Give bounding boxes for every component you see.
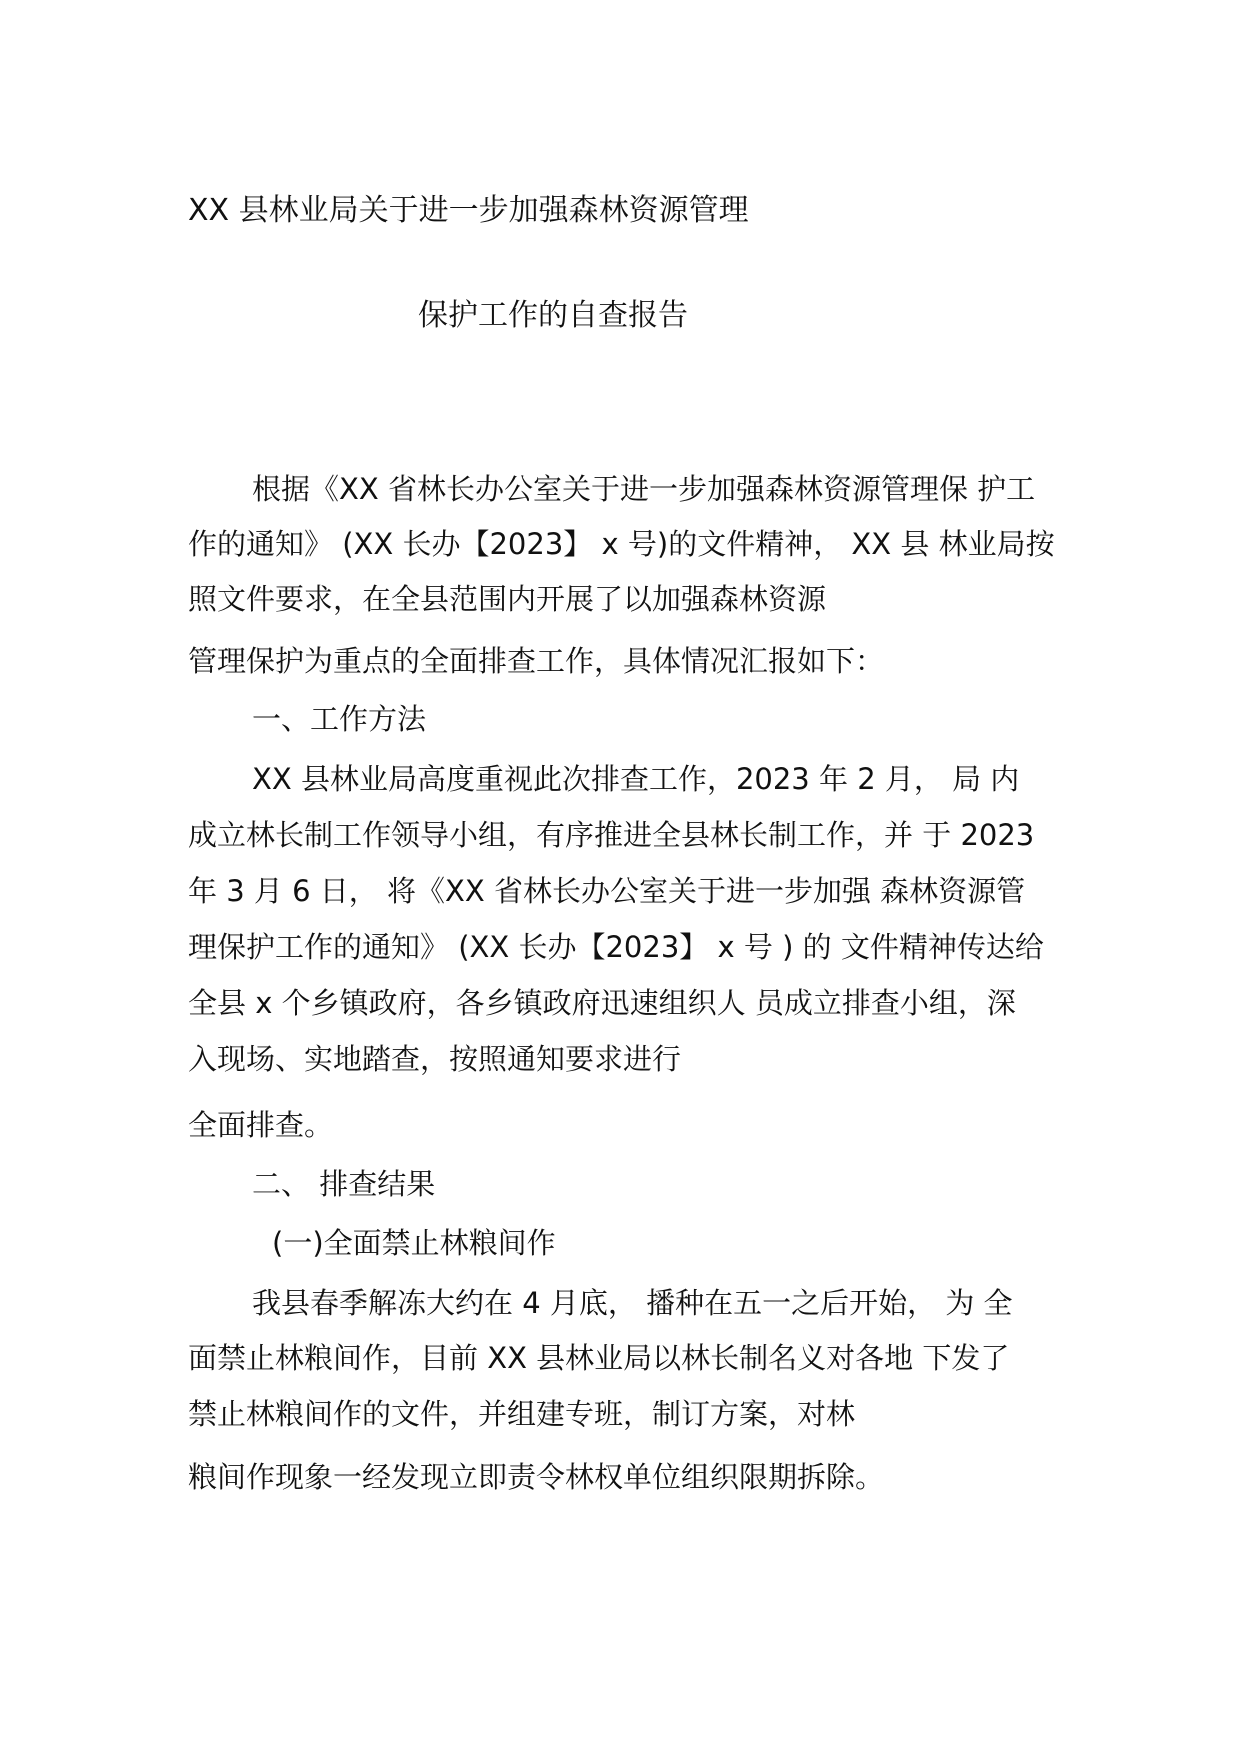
section-2-line-4: 粮间作现象一经发现立即责令林权单位组织限期拆除。 — [188, 1460, 885, 1494]
section-1-line-1: XX 县林业局高度重视此次排查工作，2023 年 2 月， 局 内 — [252, 762, 1020, 796]
intro-line-2: 作的通知》 (XX 长办【2023】 x 号)的文件精神， XX 县 林业局按 — [188, 527, 1055, 561]
section-2-subheading: (一)全面禁止林粮间作 — [272, 1226, 556, 1260]
section-1-heading: 一、工作方法 — [252, 702, 427, 736]
section-2-line-1: 我县春季解冻大约在 4 月底， 播种在五一之后开始， 为 全 — [252, 1286, 1013, 1320]
section-2-heading: 二、 排查结果 — [252, 1167, 436, 1201]
section-2-line-2: 面禁止林粮间作，目前 XX 县林业局以林长制名义对各地 下发了 — [188, 1341, 1010, 1375]
intro-line-4: 管理保护为重点的全面排查工作，具体情况汇报如下： — [188, 644, 885, 678]
section-1-line-2: 成立林长制工作领导小组，有序推进全县林长制工作，并 于 2023 — [188, 818, 1035, 852]
section-1-line-7: 全面排查。 — [188, 1108, 334, 1142]
intro-line-3: 照文件要求，在全县范围内开展了以加强森林资源 — [188, 582, 827, 616]
section-1-line-5: 全县 x 个乡镇政府，各乡镇政府迅速组织人 员成立排查小组，深 — [188, 986, 1016, 1020]
title-line-2: 保护工作的自查报告 — [418, 298, 688, 333]
intro-line-1: 根据《XX 省林长办公室关于进一步加强森林资源管理保 护工 — [252, 472, 1036, 506]
section-1-line-3: 年 3 月 6 日， 将《XX 省林长办公室关于进一步加强 森林资源管 — [188, 874, 1026, 908]
title-line-1: XX 县林业局关于进一步加强森林资源管理 — [188, 193, 749, 228]
section-1-line-4: 理保护工作的通知》 (XX 长办【2023】 x 号 ) 的 文件精神传达给 — [188, 930, 1044, 964]
section-1-line-6: 入现场、实地踏查，按照通知要求进行 — [188, 1042, 682, 1076]
section-2-line-3: 禁止林粮间作的文件，并组建专班，制订方案，对林 — [188, 1397, 856, 1431]
